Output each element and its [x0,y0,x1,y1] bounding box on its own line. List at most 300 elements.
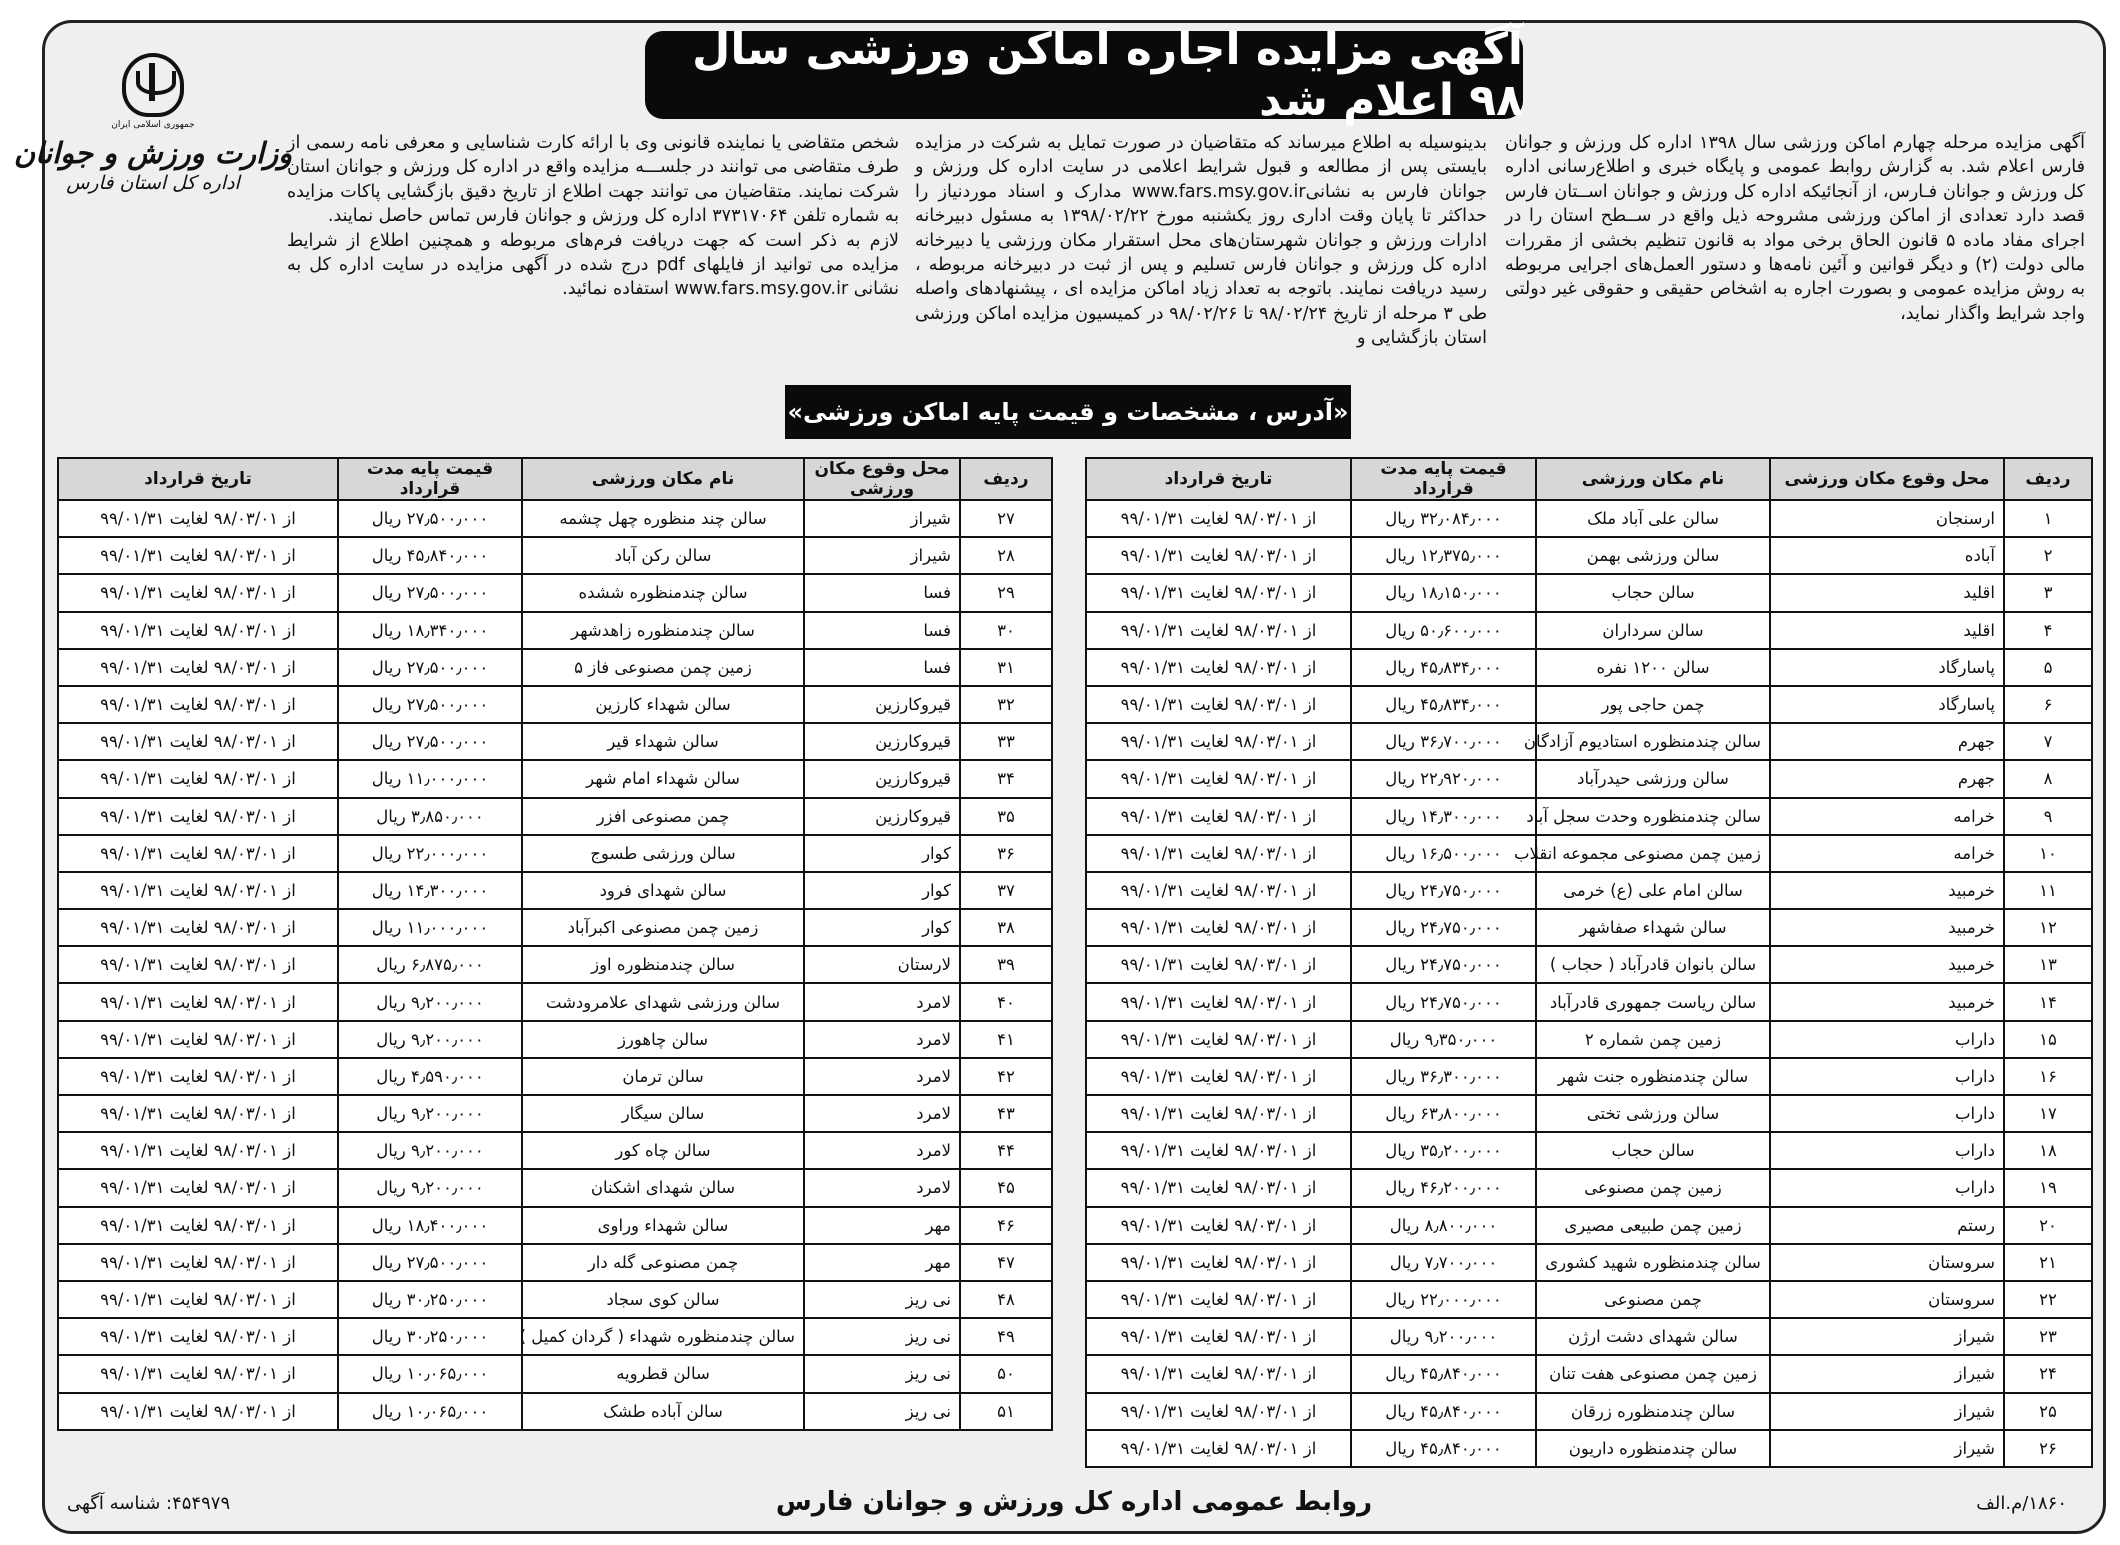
cell-contract-date: از ۹۸/۰۳/۰۱ لغایت ۹۹/۰۱/۳۱ [58,649,338,686]
cell-base-price: ۳۲٫۰۸۴٫۰۰۰ ریال [1351,500,1536,537]
cell-location: شیراز [1770,1393,2004,1430]
cell-row-number: ۲۴ [2004,1355,2092,1392]
header-location: محل وقوع مکان ورزشی [1770,458,2004,500]
table-row [58,1132,1052,1169]
cell-location: شیراز [1770,1430,2004,1467]
cell-row-number: ۵۰ [960,1355,1052,1392]
cell-location: خرمبید [1770,983,2004,1020]
table-row [1086,1318,2092,1355]
cell-location: سروستان [1770,1281,2004,1318]
cell-venue-name: سالن آباده طشک [522,1393,804,1430]
cell-location: لامرد [804,1132,960,1169]
iran-emblem-icon [122,53,184,117]
cell-venue-name: چمن مصنوعی گله دار [522,1244,804,1281]
cell-location: نی ریز [804,1393,960,1430]
cell-base-price: ۴۵٫۸۳۴٫۰۰۰ ریال [1351,649,1536,686]
cell-venue-name: سالن ورزشی شهدای علامرودشت [522,983,804,1020]
cell-venue-name: چمن مصنوعی [1536,1281,1770,1318]
cell-base-price: ۷٫۷۰۰٫۰۰۰ ریال [1351,1244,1536,1281]
cell-venue-name: زمین چمن شماره ۲ [1536,1021,1770,1058]
cell-row-number: ۲۷ [960,500,1052,537]
cell-row-number: ۴ [2004,612,2092,649]
cell-location: لامرد [804,983,960,1020]
cell-venue-name: زمین چمن مصنوعی [1536,1169,1770,1206]
intro-column-2 [915,131,1487,383]
cell-row-number: ۳۸ [960,909,1052,946]
cell-location: فسا [804,574,960,611]
cell-venue-name: سالن چندمنظوره شهداء ( گردان کمیل ) [522,1318,804,1355]
cell-base-price: ۲۲٫۰۰۰٫۰۰۰ ریال [1351,1281,1536,1318]
cell-location: شیراز [1770,1318,2004,1355]
cell-venue-name: سالن چندمنظوره اوز [522,946,804,983]
cell-row-number: ۴۵ [960,1169,1052,1206]
cell-base-price: ۴٫۵۹۰٫۰۰۰ ریال [338,1058,522,1095]
cell-contract-date: از ۹۸/۰۳/۰۱ لغایت ۹۹/۰۱/۳۱ [58,1095,338,1132]
cell-venue-name: سالن امام علی (ع) خرمی [1536,872,1770,909]
cell-base-price: ۱۰٫۰۶۵٫۰۰۰ ریال [338,1355,522,1392]
cell-contract-date: از ۹۸/۰۳/۰۱ لغایت ۹۹/۰۱/۳۱ [1086,537,1351,574]
cell-row-number: ۴۶ [960,1207,1052,1244]
header-location: محل وقوع مکان ورزشی [804,458,960,500]
cell-contract-date: از ۹۸/۰۳/۰۱ لغایت ۹۹/۰۱/۳۱ [1086,686,1351,723]
cell-contract-date: از ۹۸/۰۳/۰۱ لغایت ۹۹/۰۱/۳۱ [1086,1169,1351,1206]
header-base-price: قیمت پایه مدت قرارداد [1351,458,1536,500]
cell-contract-date: از ۹۸/۰۳/۰۱ لغایت ۹۹/۰۱/۳۱ [58,574,338,611]
cell-venue-name: سالن چندمنظوره وحدت سجل آباد [1536,798,1770,835]
cell-venue-name: سالن کوی سجاد [522,1281,804,1318]
cell-location: داراب [1770,1169,2004,1206]
cell-venue-name: سالن ۱۲۰۰ نفره [1536,649,1770,686]
cell-contract-date: از ۹۸/۰۳/۰۱ لغایت ۹۹/۰۱/۳۱ [1086,1132,1351,1169]
cell-row-number: ۱۶ [2004,1058,2092,1095]
cell-contract-date: از ۹۸/۰۳/۰۱ لغایت ۹۹/۰۱/۳۱ [1086,760,1351,797]
cell-contract-date: از ۹۸/۰۳/۰۱ لغایت ۹۹/۰۱/۳۱ [58,1207,338,1244]
table-row [58,872,1052,909]
logo-office-text: اداره کل استان فارس [66,172,240,194]
cell-base-price: ۳۶٫۷۰۰٫۰۰۰ ریال [1351,723,1536,760]
cell-contract-date: از ۹۸/۰۳/۰۱ لغایت ۹۹/۰۱/۳۱ [58,537,338,574]
cell-row-number: ۸ [2004,760,2092,797]
cell-contract-date: از ۹۸/۰۳/۰۱ لغایت ۹۹/۰۱/۳۱ [1086,1430,1351,1467]
table-row [58,500,1052,537]
cell-row-number: ۲۶ [2004,1430,2092,1467]
cell-contract-date: از ۹۸/۰۳/۰۱ لغایت ۹۹/۰۱/۳۱ [58,1132,338,1169]
table-row [1086,1021,2092,1058]
notice-code: ۱۸۶۰/م.الف [1976,1493,2067,1514]
cell-row-number: ۳۶ [960,835,1052,872]
cell-row-number: ۳۴ [960,760,1052,797]
table-row [1086,798,2092,835]
table-row [58,649,1052,686]
cell-row-number: ۴۷ [960,1244,1052,1281]
cell-base-price: ۲۷٫۵۰۰٫۰۰۰ ریال [338,686,522,723]
cell-venue-name: سالن شهدای فرود [522,872,804,909]
cell-contract-date: از ۹۸/۰۳/۰۱ لغایت ۹۹/۰۱/۳۱ [1086,500,1351,537]
cell-contract-date: از ۹۸/۰۳/۰۱ لغایت ۹۹/۰۱/۳۱ [58,1318,338,1355]
table-row [58,612,1052,649]
cell-base-price: ۱۴٫۳۰۰٫۰۰۰ ریال [1351,798,1536,835]
cell-location: خرامه [1770,798,2004,835]
cell-contract-date: از ۹۸/۰۳/۰۱ لغایت ۹۹/۰۱/۳۱ [58,798,338,835]
table-row [58,1169,1052,1206]
table-row [58,1393,1052,1430]
cell-location: پاسارگاد [1770,686,2004,723]
cell-location: فسا [804,612,960,649]
cell-location: داراب [1770,1132,2004,1169]
cell-contract-date: از ۹۸/۰۳/۰۱ لغایت ۹۹/۰۱/۳۱ [58,1058,338,1095]
cell-venue-name: سالن شهداء قیر [522,723,804,760]
cell-row-number: ۴۹ [960,1318,1052,1355]
cell-base-price: ۴۵٫۸۴۰٫۰۰۰ ریال [1351,1393,1536,1430]
cell-location: جهرم [1770,760,2004,797]
table-header-row [1086,458,2092,500]
cell-venue-name: سالن بانوان قادرآباد ( حجاب ) [1536,946,1770,983]
table-row [58,537,1052,574]
table-row [58,1355,1052,1392]
cell-contract-date: از ۹۸/۰۳/۰۱ لغایت ۹۹/۰۱/۳۱ [1086,723,1351,760]
cell-base-price: ۲۷٫۵۰۰٫۰۰۰ ریال [338,574,522,611]
cell-base-price: ۲۷٫۵۰۰٫۰۰۰ ریال [338,723,522,760]
cell-location: کوار [804,835,960,872]
cell-base-price: ۹٫۲۰۰٫۰۰۰ ریال [338,1095,522,1132]
cell-contract-date: از ۹۸/۰۳/۰۱ لغایت ۹۹/۰۱/۳۱ [58,1393,338,1430]
table-row [58,1021,1052,1058]
table-row [1086,537,2092,574]
cell-row-number: ۱۸ [2004,1132,2092,1169]
cell-location: خرمبید [1770,909,2004,946]
table-row [58,686,1052,723]
table-row [1086,1393,2092,1430]
venues-table-left [57,457,1053,1431]
table-row [1086,1132,2092,1169]
cell-contract-date: از ۹۸/۰۳/۰۱ لغایت ۹۹/۰۱/۳۱ [58,983,338,1020]
cell-row-number: ۳ [2004,574,2092,611]
cell-base-price: ۱۱٫۰۰۰٫۰۰۰ ریال [338,760,522,797]
cell-base-price: ۹٫۳۵۰٫۰۰۰ ریال [1351,1021,1536,1058]
cell-venue-name: سالن چاهورز [522,1021,804,1058]
cell-venue-name: سالن شهداء کارزین [522,686,804,723]
cell-location: اقلید [1770,574,2004,611]
cell-contract-date: از ۹۸/۰۳/۰۱ لغایت ۹۹/۰۱/۳۱ [1086,1095,1351,1132]
cell-contract-date: از ۹۸/۰۳/۰۱ لغایت ۹۹/۰۱/۳۱ [58,760,338,797]
table-row [1086,500,2092,537]
cell-base-price: ۶٫۸۷۵٫۰۰۰ ریال [338,946,522,983]
cell-location: لارستان [804,946,960,983]
cell-contract-date: از ۹۸/۰۳/۰۱ لغایت ۹۹/۰۱/۳۱ [1086,1318,1351,1355]
cell-contract-date: از ۹۸/۰۳/۰۱ لغایت ۹۹/۰۱/۳۱ [1086,1207,1351,1244]
cell-venue-name: چمن مصنوعی افزر [522,798,804,835]
cell-venue-name: سالن چندمنظوره شهید کشوری [1536,1244,1770,1281]
cell-contract-date: از ۹۸/۰۳/۰۱ لغایت ۹۹/۰۱/۳۱ [1086,1058,1351,1095]
cell-contract-date: از ۹۸/۰۳/۰۱ لغایت ۹۹/۰۱/۳۱ [1086,798,1351,835]
cell-location: لامرد [804,1169,960,1206]
cell-row-number: ۴۱ [960,1021,1052,1058]
cell-location: ارسنجان [1770,500,2004,537]
cell-base-price: ۳۰٫۲۵۰٫۰۰۰ ریال [338,1318,522,1355]
table-row [58,835,1052,872]
cell-venue-name: سالن چندمنظوره ششده [522,574,804,611]
cell-row-number: ۷ [2004,723,2092,760]
table-row [58,1244,1052,1281]
cell-row-number: ۲۱ [2004,1244,2092,1281]
table-row [1086,1430,2092,1467]
cell-contract-date: از ۹۸/۰۳/۰۱ لغایت ۹۹/۰۱/۳۱ [58,686,338,723]
table-row [58,909,1052,946]
cell-venue-name: سالن قطرویه [522,1355,804,1392]
intro-paragraph-2: بدینوسیله به اطلاع میرساند که متقاضیان در صورت تمایل به شرکت در مزایده بایستی پس از مطالعه و قبول شرایط اعلامی در سایت اداره کل ورزش و جوانان فارس به نشانیwww.fars.msy.gov.ir مدارک و اسناد موردنیاز را حداکثر تا پایان وقت اداری روز یکشنبه مورخ ۱۳۹۸/۰۲/۲۲ به مسئول دبیرخانه ادارات ورزش و جوانان شهرستان‌های محل استقرار مکان ورزشی یا دبیرخانه اداره کل ورزش و جوانان فارس تسلیم و پس از ثبت در دبیرخانه مربوطه ، رسید دریافت نمایند. باتوجه به تعداد زیاد اماکن مزایده ای ، پیشنهادهای واصله طی ۳ مرحله از تاریخ ۹۸/۰۲/۲۴ تا ۹۸/۰۲/۲۶ در کمیسیون مزایده اماکن ورزشی استان بازگشایی و [915,133,1487,349]
table-row [58,1207,1052,1244]
cell-base-price: ۱۶٫۵۰۰٫۰۰۰ ریال [1351,835,1536,872]
cell-venue-name: سالن چندمنظوره جنت شهر [1536,1058,1770,1095]
cell-row-number: ۲۸ [960,537,1052,574]
cell-location: داراب [1770,1095,2004,1132]
cell-location: قیروکارزین [804,686,960,723]
cell-venue-name: سالن سرداران [1536,612,1770,649]
cell-location: کوار [804,909,960,946]
cell-location: آباده [1770,537,2004,574]
intro-column-1 [1505,131,2085,383]
cell-location: خرامه [1770,835,2004,872]
cell-location: لامرد [804,1095,960,1132]
table-row [1086,946,2092,983]
intro-paragraph-3a: شخص متقاضی یا نماینده قانونی وی با ارائه کارت شناسایی و معرفی نامه رسمی از طرف متقاضی می توانند در جلســـه مزایده واقع در اداره کل ورزش و جوانان استان شرکت نمایند. متقاضیان می توانند جهت اطلاع از تاریخ دقیق بازگشایی پاکات مزایده به شماره تلفن ۳۷۳۱۷۰۶۴ اداره کل ورزش و جوانان فارس تماس حاصل نمایند. [287,133,899,227]
table-row [1086,1281,2092,1318]
cell-base-price: ۲۲٫۹۲۰٫۰۰۰ ریال [1351,760,1536,797]
cell-row-number: ۴۰ [960,983,1052,1020]
cell-location: لامرد [804,1021,960,1058]
cell-contract-date: از ۹۸/۰۳/۰۱ لغایت ۹۹/۰۱/۳۱ [1086,1021,1351,1058]
cell-location: اقلید [1770,612,2004,649]
header-venue-name: نام مکان ورزشی [522,458,804,500]
cell-base-price: ۹٫۲۰۰٫۰۰۰ ریال [338,1169,522,1206]
cell-venue-name: سالن علی آباد ملک [1536,500,1770,537]
table-row [58,760,1052,797]
ministry-logo [13,53,293,203]
table-row [1086,835,2092,872]
cell-location: خرمبید [1770,872,2004,909]
table-row [1086,872,2092,909]
table-row [58,574,1052,611]
table-row [58,983,1052,1020]
table-row [58,946,1052,983]
table-row [58,1058,1052,1095]
header-venue-name: نام مکان ورزشی [1536,458,1770,500]
table-row [1086,612,2092,649]
table-row [1086,574,2092,611]
cell-location: جهرم [1770,723,2004,760]
header-contract-date: تاریخ قرارداد [1086,458,1351,500]
cell-venue-name: سالن ترمان [522,1058,804,1095]
notice-frame [13,20,2106,1534]
cell-location: رستم [1770,1207,2004,1244]
notice-id: ۴۵۴۹۷۹: شناسه آگهی [67,1493,231,1514]
cell-row-number: ۲۳ [2004,1318,2092,1355]
cell-contract-date: از ۹۸/۰۳/۰۱ لغایت ۹۹/۰۱/۳۱ [1086,983,1351,1020]
cell-location: شیراز [804,500,960,537]
cell-venue-name: زمین چمن مصنوعی مجموعه انقلاب [1536,835,1770,872]
cell-venue-name: سالن چند منظوره چهل چشمه [522,500,804,537]
cell-base-price: ۱۱٫۰۰۰٫۰۰۰ ریال [338,909,522,946]
cell-base-price: ۴۶٫۲۰۰٫۰۰۰ ریال [1351,1169,1536,1206]
table-row [58,1095,1052,1132]
cell-base-price: ۲۴٫۷۵۰٫۰۰۰ ریال [1351,983,1536,1020]
cell-contract-date: از ۹۸/۰۳/۰۱ لغایت ۹۹/۰۱/۳۱ [1086,909,1351,946]
cell-base-price: ۹٫۲۰۰٫۰۰۰ ریال [1351,1318,1536,1355]
cell-contract-date: از ۹۸/۰۳/۰۱ لغایت ۹۹/۰۱/۳۱ [58,872,338,909]
cell-contract-date: از ۹۸/۰۳/۰۱ لغایت ۹۹/۰۱/۳۱ [1086,1355,1351,1392]
table-row [1086,1169,2092,1206]
cell-location: نی ریز [804,1355,960,1392]
cell-row-number: ۳۲ [960,686,1052,723]
notice-title: آگهی مزایده اجاره اماکن ورزشی سال ۹۸ اعلام شد [645,31,1523,119]
cell-row-number: ۳۰ [960,612,1052,649]
cell-base-price: ۲۴٫۷۵۰٫۰۰۰ ریال [1351,946,1536,983]
cell-contract-date: از ۹۸/۰۳/۰۱ لغایت ۹۹/۰۱/۳۱ [58,723,338,760]
cell-location: لامرد [804,1058,960,1095]
cell-row-number: ۲۵ [2004,1393,2092,1430]
cell-base-price: ۴۵٫۸۴۰٫۰۰۰ ریال [1351,1430,1536,1467]
cell-base-price: ۲۴٫۷۵۰٫۰۰۰ ریال [1351,872,1536,909]
cell-row-number: ۲۰ [2004,1207,2092,1244]
cell-location: شیراز [1770,1355,2004,1392]
header-base-price: قیمت پایه مدت قرارداد [338,458,522,500]
cell-venue-name: سالن چندمنظوره زاهدشهر [522,612,804,649]
cell-contract-date: از ۹۸/۰۳/۰۱ لغایت ۹۹/۰۱/۳۱ [1086,1244,1351,1281]
cell-venue-name: سالن چاه کور [522,1132,804,1169]
cell-venue-name: سالن شهداء صفاشهر [1536,909,1770,946]
cell-base-price: ۳۵٫۲۰۰٫۰۰۰ ریال [1351,1132,1536,1169]
cell-location: قیروکارزین [804,723,960,760]
cell-venue-name: سالن رکن آباد [522,537,804,574]
cell-contract-date: از ۹۸/۰۳/۰۱ لغایت ۹۹/۰۱/۳۱ [58,1021,338,1058]
cell-base-price: ۲۴٫۷۵۰٫۰۰۰ ریال [1351,909,1536,946]
table-row [1086,1355,2092,1392]
cell-location: فسا [804,649,960,686]
cell-location: قیروکارزین [804,798,960,835]
notice-footer [45,1487,2103,1523]
cell-contract-date: از ۹۸/۰۳/۰۱ لغایت ۹۹/۰۱/۳۱ [1086,649,1351,686]
venues-table-right [1085,457,2093,1468]
cell-location: داراب [1770,1058,2004,1095]
table-row [1086,983,2092,1020]
cell-base-price: ۲۷٫۵۰۰٫۰۰۰ ریال [338,500,522,537]
cell-location: شیراز [804,537,960,574]
cell-contract-date: از ۹۸/۰۳/۰۱ لغایت ۹۹/۰۱/۳۱ [1086,612,1351,649]
cell-venue-name: چمن حاجی پور [1536,686,1770,723]
cell-contract-date: از ۹۸/۰۳/۰۱ لغایت ۹۹/۰۱/۳۱ [58,612,338,649]
table-row [1086,686,2092,723]
cell-row-number: ۱۱ [2004,872,2092,909]
cell-contract-date: از ۹۸/۰۳/۰۱ لغایت ۹۹/۰۱/۳۱ [58,1355,338,1392]
cell-contract-date: از ۹۸/۰۳/۰۱ لغایت ۹۹/۰۱/۳۱ [58,1244,338,1281]
cell-row-number: ۱۴ [2004,983,2092,1020]
cell-venue-name: سالن حجاب [1536,1132,1770,1169]
cell-venue-name: سالن حجاب [1536,574,1770,611]
cell-row-number: ۱ [2004,500,2092,537]
cell-row-number: ۹ [2004,798,2092,835]
cell-venue-name: سالن ورزشی طسوج [522,835,804,872]
cell-row-number: ۱۲ [2004,909,2092,946]
table-row [58,798,1052,835]
cell-venue-name: سالن شهداء امام شهر [522,760,804,797]
intro-paragraph-3b: لازم به ذکر است که جهت دریافت فرم‌های مربوطه و همچنین اطلاع از شرایط مزایده می توانید از فایلهای pdf درج شده در آگهی مزایده در سایت اداره کل به نشانی www.fars.msy.gov.ir استفاده نمائید. [287,230,899,300]
cell-venue-name: سالن چندمنظوره استادیوم آزادگان [1536,723,1770,760]
cell-base-price: ۶۳٫۸۰۰٫۰۰۰ ریال [1351,1095,1536,1132]
table-row [1086,1095,2092,1132]
cell-contract-date: از ۹۸/۰۳/۰۱ لغایت ۹۹/۰۱/۳۱ [1086,946,1351,983]
footer-publisher: روابط عمومی اداره کل ورزش و جوانان فارس [775,1487,1373,1517]
cell-venue-name: سالن ورزشی تختی [1536,1095,1770,1132]
cell-contract-date: از ۹۸/۰۳/۰۱ لغایت ۹۹/۰۱/۳۱ [1086,872,1351,909]
cell-row-number: ۳۵ [960,798,1052,835]
cell-row-number: ۲ [2004,537,2092,574]
cell-row-number: ۴۸ [960,1281,1052,1318]
cell-venue-name: زمین چمن مصنوعی اکبرآباد [522,909,804,946]
cell-location: مهر [804,1244,960,1281]
cell-base-price: ۴۵٫۸۴۰٫۰۰۰ ریال [338,537,522,574]
cell-row-number: ۴۳ [960,1095,1052,1132]
cell-venue-name: زمین چمن مصنوعی فاز ۵ [522,649,804,686]
cell-location: پاسارگاد [1770,649,2004,686]
cell-base-price: ۳٫۸۵۰٫۰۰۰ ریال [338,798,522,835]
cell-location: مهر [804,1207,960,1244]
cell-base-price: ۱۲٫۳۷۵٫۰۰۰ ریال [1351,537,1536,574]
cell-contract-date: از ۹۸/۰۳/۰۱ لغایت ۹۹/۰۱/۳۱ [1086,574,1351,611]
cell-contract-date: از ۹۸/۰۳/۰۱ لغایت ۹۹/۰۱/۳۱ [1086,1393,1351,1430]
cell-row-number: ۵۱ [960,1393,1052,1430]
cell-row-number: ۱۷ [2004,1095,2092,1132]
cell-contract-date: از ۹۸/۰۳/۰۱ لغایت ۹۹/۰۱/۳۱ [1086,1281,1351,1318]
cell-venue-name: سالن چندمنظوره زرقان [1536,1393,1770,1430]
intro-paragraph-1: آگهی مزایده مرحله چهارم اماکن ورزشی سال ۱۳۹۸ اداره کل ورزش و جوانان فارس اعلام شد. به گزارش روابط عمومی و پایگاه خبری و اطلاع‌رسانی اداره کل ورزش و جوانان فـارس، از آنجائیکه اداره کل ورزش و جوانان اســتان فارس قصد دارد تعدادی از اماکن ورزشی مشروحه ذیل واقع در ســطح استان را در اجرای مفاد ماده ۵ قانون الحاق برخی مواد به قانون تنظیم بخشی از مقررات مالی دولت (۲) و دیگر قوانین و آئین نامه‌ها و دستور العمل‌های اجرایی مربوطه به روش مزایده عمومی و بصورت اجاره به اشخاص حقیقی و حقوقی غیر دولتی واجد شرایط واگذار نماید، [1505,133,2085,324]
cell-base-price: ۱۰٫۰۶۵٫۰۰۰ ریال [338,1393,522,1430]
cell-venue-name: سالن سیگار [522,1095,804,1132]
cell-contract-date: از ۹۸/۰۳/۰۱ لغایت ۹۹/۰۱/۳۱ [58,1281,338,1318]
cell-base-price: ۲۷٫۵۰۰٫۰۰۰ ریال [338,649,522,686]
logo-republic-text: جمهوری اسلامی ایران [111,120,195,130]
table-row [58,723,1052,760]
table-row [58,1318,1052,1355]
table-row [1086,1058,2092,1095]
header-contract-date: تاریخ قرارداد [58,458,338,500]
cell-location: نی ریز [804,1318,960,1355]
cell-contract-date: از ۹۸/۰۳/۰۱ لغایت ۹۹/۰۱/۳۱ [1086,835,1351,872]
table-row [1086,723,2092,760]
cell-base-price: ۹٫۲۰۰٫۰۰۰ ریال [338,983,522,1020]
cell-contract-date: از ۹۸/۰۳/۰۱ لغایت ۹۹/۰۱/۳۱ [58,500,338,537]
cell-row-number: ۱۵ [2004,1021,2092,1058]
table-subtitle: «آدرس ، مشخصات و قیمت پایه اماکن ورزشی» [785,385,1351,439]
cell-venue-name: سالن چندمنظوره داریون [1536,1430,1770,1467]
cell-row-number: ۱۳ [2004,946,2092,983]
table-row [1086,760,2092,797]
cell-contract-date: از ۹۸/۰۳/۰۱ لغایت ۹۹/۰۱/۳۱ [58,946,338,983]
header-row-number: ردیف [2004,458,2092,500]
cell-location: قیروکارزین [804,760,960,797]
cell-base-price: ۹٫۲۰۰٫۰۰۰ ریال [338,1132,522,1169]
cell-base-price: ۲۲٫۰۰۰٫۰۰۰ ریال [338,835,522,872]
cell-base-price: ۱۸٫۳۴۰٫۰۰۰ ریال [338,612,522,649]
cell-row-number: ۴۴ [960,1132,1052,1169]
table-header-row [58,458,1052,500]
cell-base-price: ۴۵٫۸۴۰٫۰۰۰ ریال [1351,1355,1536,1392]
cell-base-price: ۴۵٫۸۳۴٫۰۰۰ ریال [1351,686,1536,723]
cell-base-price: ۳۰٫۲۵۰٫۰۰۰ ریال [338,1281,522,1318]
cell-base-price: ۵۰٫۶۰۰٫۰۰۰ ریال [1351,612,1536,649]
cell-row-number: ۳۷ [960,872,1052,909]
cell-venue-name: زمین چمن طبیعی مصیری [1536,1207,1770,1244]
cell-row-number: ۲۹ [960,574,1052,611]
